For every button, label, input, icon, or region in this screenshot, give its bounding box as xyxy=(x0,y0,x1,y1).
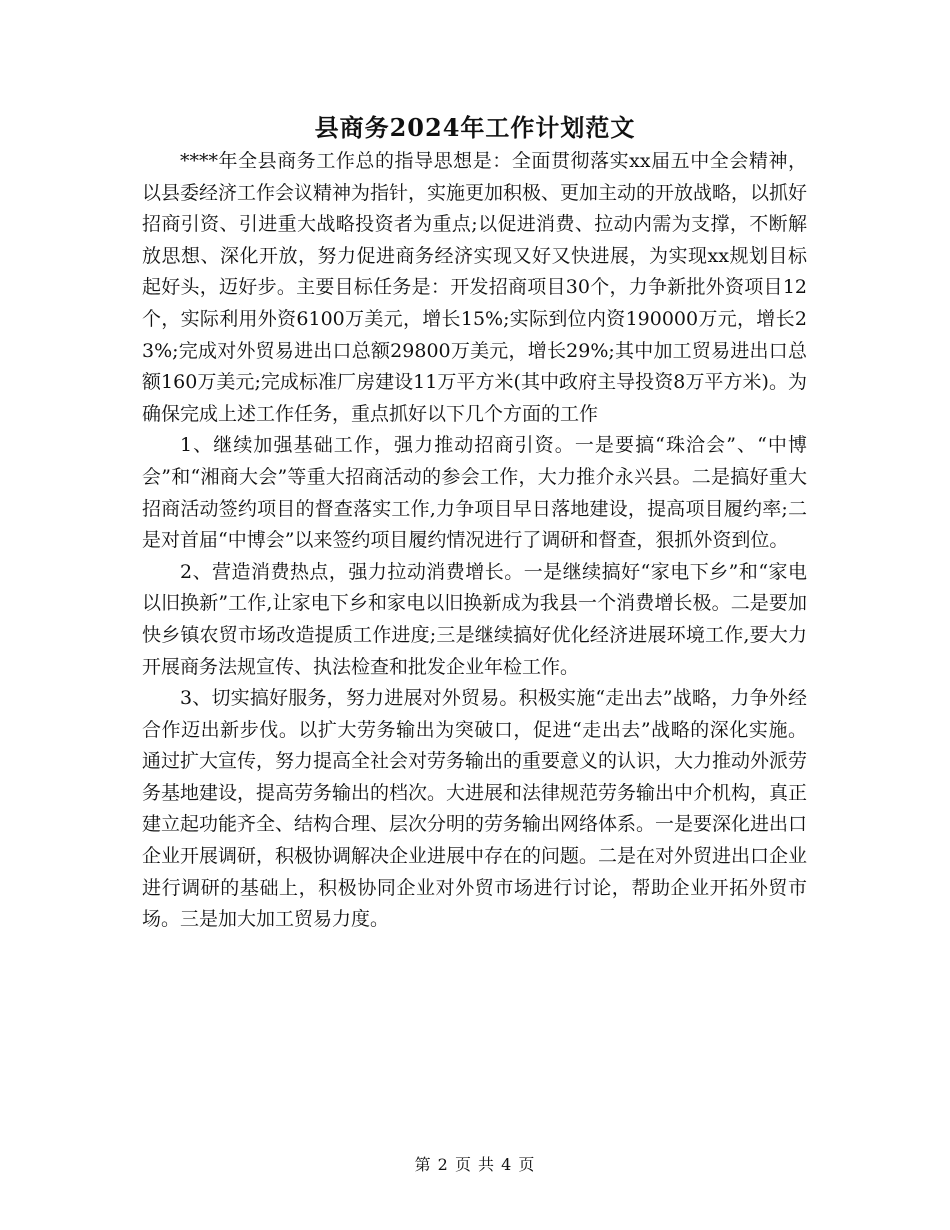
paragraph-guiding-ideology: ****年全县商务工作总的指导思想是：全面贯彻落实xx届五中全会精神，以县委经济工作会议精神为指针，实施更加积极、更加主动的开放战略，以抓好招商引资、引进重大战略投资者为重点;以促进消费、拉动内需为支撑，不断解放思想、深化开放，努力促进商务经济实现又好又快进展，为实现xx规划目标起好头，迈好步。主要目标任务是：开发招商项目30个，力争新批外资项目12个，实际利用外资6100万美元，增长15%;实际到位内资190000万元，增长23%;完成对外贸易进出口总额29800万美元，增长29%;其中加工贸易进出口总额160万美元;完成标准厂房建设11万平方米(其中政府主导投资8万平方米)。为确保完成上述工作任务，重点抓好以下几个方面的工作 xyxy=(142,150,808,425)
document-body xyxy=(142,146,807,936)
paragraph-investment: 1、继续加强基础工作，强力推动招商引资。一是要搞“珠洽会”、“中博会”和“湘商大会”等重大招商活动的参会工作，大力推介永兴县。二是搞好重大招商活动签约项目的督查落实工作,力争项目早日落地建设，提高项目履约率;二是对首届“中博会”以来签约项目履约情况进行了调研和督查，狠抓外资到位。 xyxy=(142,434,807,552)
paragraph-consumption: 2、营造消费热点，强力拉动消费增长。一是继续搞好“家电下乡”和“家电以旧换新”工作,让家电下乡和家电以旧换新成为我县一个消费增长极。二是要加快乡镇农贸市场改造提质工作进度;三是继续搞好优化经济进展环境工作,要大力开展商务法规宣传、执法检查和批发企业年检工作。 xyxy=(142,560,807,678)
document-title: 县商务2024年工作计划范文 xyxy=(314,113,636,142)
page-number-footer: 第 2 页 共 4 页 xyxy=(414,1155,536,1174)
paragraph-foreign-trade: 3、切实搞好服务，努力进展对外贸易。积极实施“走出去”战略，力争外经合作迈出新步伐。以扩大劳务输出为突破口，促进“走出去”战略的深化实施。通过扩大宣传，努力提高全社会对劳务输出的重要意义的认识，大力推动外派劳务基地建设，提高劳务输出的档次。大进展和法律规范劳务输出中介机构，真正建立起功能齐全、结构合理、层次分明的劳务输出网络体系。一是要深化进出口企业开展调研，积极协调解决企业进展中存在的问题。二是在对外贸进出口企业进行调研的基础上，积极协同企业对外贸市场进行讨论，帮助企业开拓外贸市场。三是加大加工贸易力度。 xyxy=(142,687,808,931)
